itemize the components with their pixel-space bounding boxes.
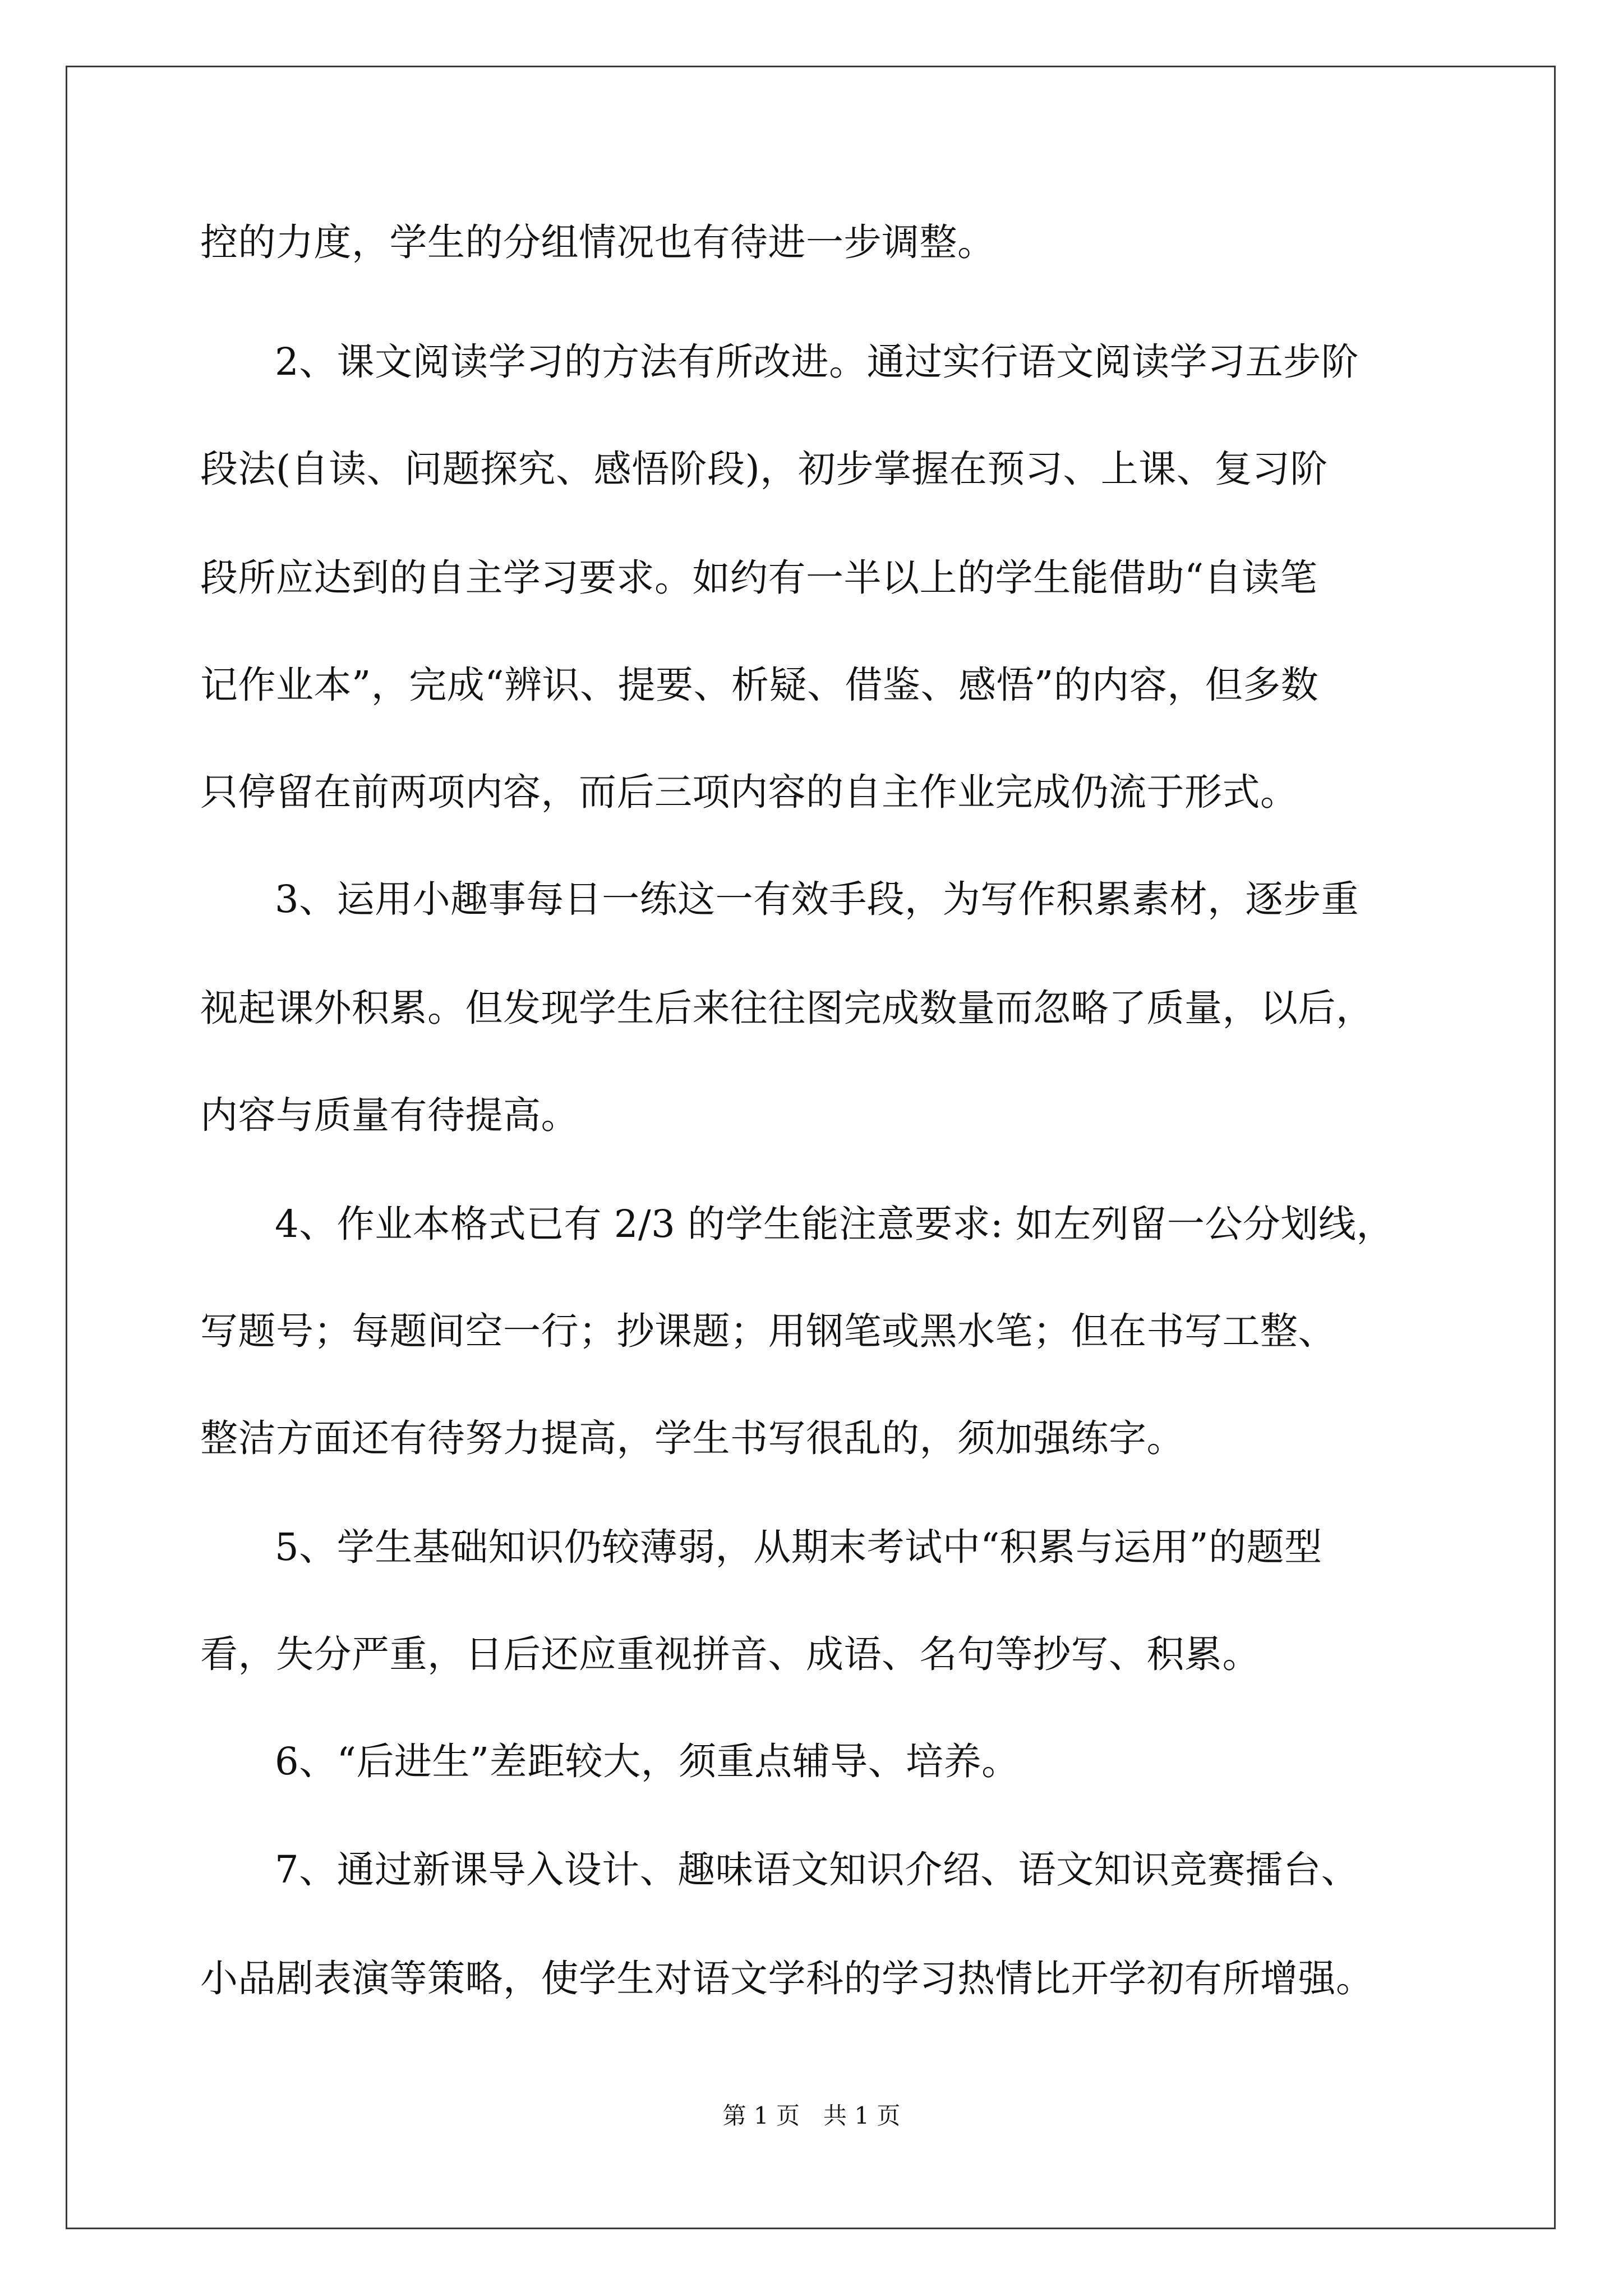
page-number-footer: 第 1 页 共 1 页 [722,2102,901,2129]
paragraph-7-line-2: 小品剧表演等策略，使学生对语文学科的学习热情比开学初有所增强。 [200,1957,1374,2000]
paragraph-5-line-2: 看，失分严重，日后还应重视拼音、成语、名句等抄写、积累。 [200,1632,1260,1676]
paragraph-2-line-4: 记作业本”，完成“辨识、提要、析疑、借鉴、感悟”的内容，但多数 [200,663,1319,707]
paragraph-2-line-5: 只停留在前两项内容，而后三项内容的自主作业完成仍流于形式。 [200,770,1298,814]
paragraph-4-line-3: 整洁方面还有待努力提高，学生书写很乱的，须加强练字。 [200,1416,1184,1460]
paragraph-7-line-1: 7、通过新课导入设计、趣味语文知识介绍、语文知识竞赛擂台、 [275,1848,1359,1892]
paragraph-2-line-3: 段所应达到的自主学习要求。如约有一半以上的学生能借助“自读笔 [200,556,1318,600]
paragraph-3-line-3: 内容与质量有待提高。 [200,1093,579,1137]
paragraph-3-line-1: 3、运用小趣事每日一练这一有效手段，为写作积累素材，逐步重 [275,877,1359,921]
page-border [66,66,1556,2229]
paragraph-6-line-1: 6、“后进生”差距较大，须重点辅导、培养。 [275,1740,1020,1783]
paragraph-2-line-2: 段法(自读、问题探究、感悟阶段)，初步掌握在预习、上课、复习阶 [200,447,1328,491]
paragraph-4-line-2: 写题号；每题间空一行；抄课题；用钢笔或黑水笔；但在书写工整、 [200,1309,1336,1353]
paragraph-1-line-1: 控的力度，学生的分组情况也有待进一步调整。 [200,220,995,264]
paragraph-5-line-1: 5、学生基础知识仍较薄弱，从期末考试中“积累与运用”的题型 [275,1525,1322,1569]
paragraph-3-line-2: 视起课外积累。但发现学生后来往往图完成数量而忽略了质量，以后， [200,986,1374,1030]
paragraph-4-line-1: 4、作业本格式已有 2/3 的学生能注意要求: 如左列留一公分划线， [275,1202,1394,1246]
paragraph-2-line-1: 2、课文阅读学习的方法有所改进。通过实行语文阅读学习五步阶 [275,340,1359,384]
